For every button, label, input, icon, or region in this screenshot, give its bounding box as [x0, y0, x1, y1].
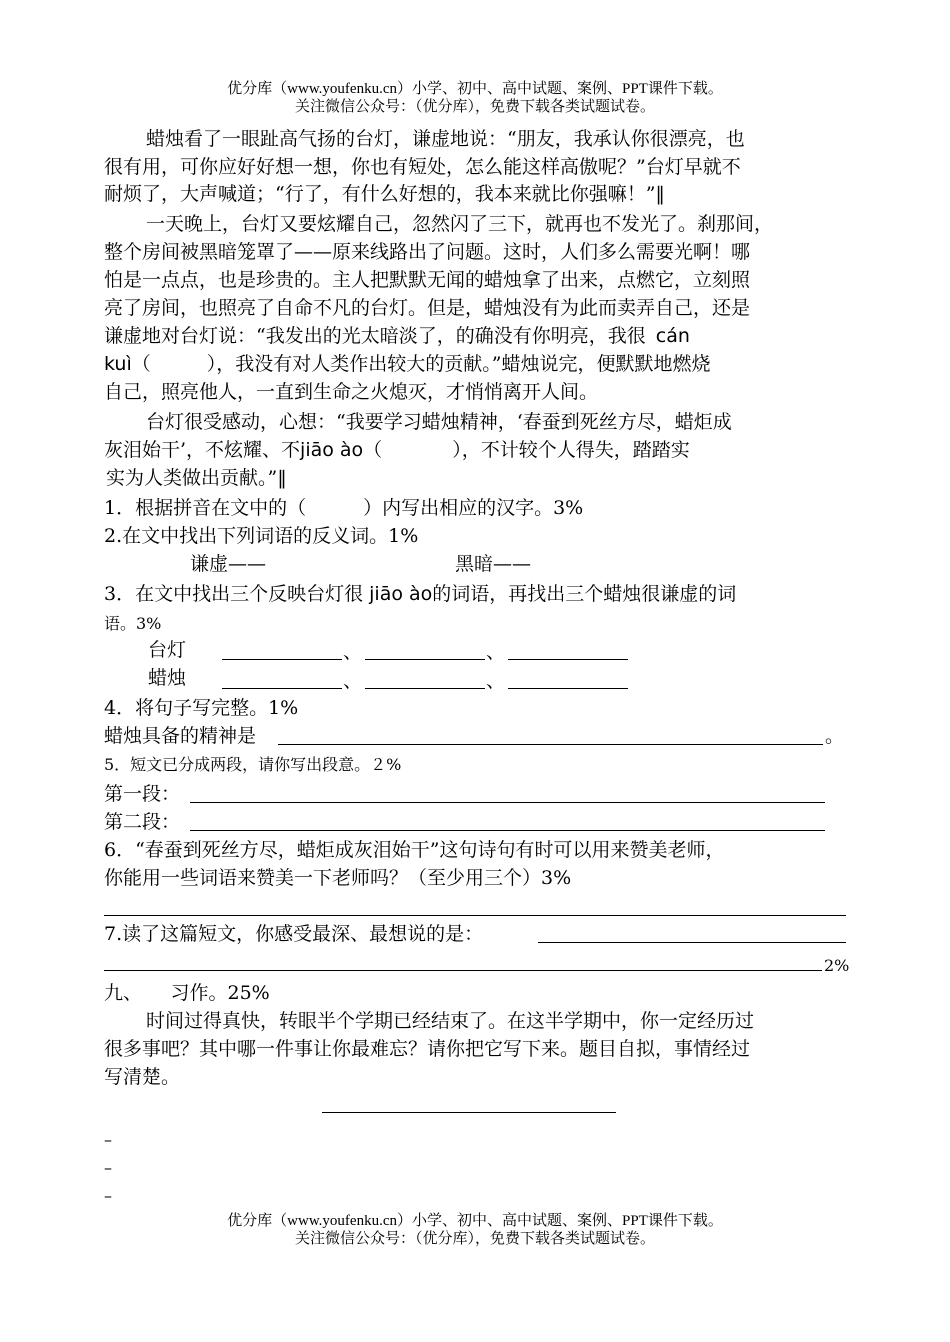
footer-line-1: 优分库（www.youfenku.cn）小学、初中、高中试题、案例、PPT课件下载。 [227, 1213, 723, 1229]
passage-text: ），我没有对人类作出较大的贡献。”蜡烛说完，便默默地燃烧 [206, 353, 711, 375]
passage-line: 实为人类做出贡献。”‖ [106, 467, 287, 489]
passage-text: ），不计较个人得失，踏踏实 [452, 439, 690, 461]
passage-line [104, 323, 849, 349]
antonym-qianxu: 谦虚—— [190, 553, 267, 575]
separator: 、 [486, 670, 506, 692]
question-5-part-2: 第二段： [104, 811, 181, 833]
answer-line[interactable] [222, 688, 342, 689]
passage-line: 怕是一点点，也是珍贵的。主人把默默无闻的蜡烛拿了出来，点燃它，立刻照 [104, 269, 751, 291]
passage-text: 灰泪始干’，不炫耀、不 [104, 439, 301, 461]
passage-line: 自己，照亮他人，一直到生命之火熄灭，才悄悄离开人间。 [104, 381, 599, 403]
answer-line[interactable] [278, 744, 823, 745]
question-6: 6．“春蚕到死丝方尽，蜡炬成灰泪始干”这句诗句有时可以用来赞美老师， [104, 839, 725, 861]
passage-line: 台灯很受感动，心想：“我要学习蜡烛精神，‘春蚕到死丝方尽，蜡炬成 [146, 411, 732, 433]
separator: 、 [486, 641, 506, 663]
question-7: 7.读了这篇短文，你感受最深、最想说的是： [104, 923, 484, 945]
question-5-part-1: 第一段： [104, 783, 181, 805]
header-line-2: 关注微信公众号：（优分库），免费下载各类试题试卷。 [294, 99, 655, 115]
passage-line: 整个房间被黑暗笼罩了——原来线路出了问题。这时，人们多么需要光啊！哪 [104, 241, 751, 263]
question-5: 5．短文已分成两段，请你写出段意。２% [104, 755, 402, 774]
answer-line[interactable] [538, 942, 846, 943]
answer-line[interactable] [190, 802, 825, 803]
passage-line [104, 437, 849, 463]
pinyin-kui: kuì（ [104, 353, 151, 375]
separator: 、 [343, 641, 363, 663]
dash-mark: – [104, 1186, 112, 1205]
pinyin-jiaoao: jiāo ào（ [300, 439, 383, 461]
passage-text: 谦虚地对台灯说：“我发出的光太暗淡了，的确没有你明亮，我很 [104, 325, 646, 347]
answer-line[interactable] [365, 659, 485, 660]
score: 2% [824, 956, 850, 975]
antonym-heian: 黑暗—— [455, 553, 532, 575]
answer-line[interactable] [508, 659, 628, 660]
dash-mark: – [104, 1130, 112, 1149]
header-line-1: 优分库（www.youfenku.cn）小学、初中、高中试题、案例、PPT课件下载。 [227, 81, 723, 97]
question-6-cont: 你能用一些词语来赞美一下老师吗？（至少用三个）3% [104, 867, 572, 889]
question-4: 4．将句子写完整。1% [104, 697, 299, 719]
question-3 [104, 581, 849, 607]
period: 。 [825, 725, 845, 747]
question-1: 1．根据拼音在文中的（ ）内写出相应的汉字。3% [104, 497, 584, 519]
pinyin-can: cán [655, 325, 690, 347]
passage-line: 蜡烛看了一眼趾高气扬的台灯，谦虚地说：“朋友，我承认你很漂亮，也 [146, 128, 745, 150]
answer-line[interactable] [190, 830, 825, 831]
answer-line[interactable] [365, 688, 485, 689]
question-3-cont: 语。3% [104, 614, 162, 633]
passage-line: 耐烦了，大声喊道；“行了，有什么好想的，我本来就比你强嘛！”‖ [104, 183, 665, 205]
passage-line [104, 351, 849, 377]
title-line[interactable] [322, 1112, 616, 1113]
answer-line[interactable] [104, 970, 822, 971]
composition-title: 九、 习作。25% [104, 982, 270, 1004]
question-text: 的词语，再找出三个蜡烛很谦虚的词 [432, 583, 737, 605]
composition-line: 很多事吧？其中哪一件事让你最难忘？请你把它写下来。题目自拟，事情经过 [104, 1038, 751, 1060]
question-2: 2.在文中找出下列词语的反义词。1% [104, 525, 419, 547]
passage-line: 一天晚上，台灯又要炫耀自己，忽然闪了三下，就再也不发光了。刹那间， [146, 213, 774, 235]
answer-line[interactable] [222, 659, 342, 660]
composition-line: 时间过得真快，转眼半个学期已经结束了。在这半学期中，你一定经历过 [146, 1010, 755, 1032]
footer-line-2: 关注微信公众号：（优分库），免费下载各类试题试卷。 [294, 1231, 655, 1247]
separator: 、 [343, 670, 363, 692]
passage-line: 亮了房间，也照亮了自命不凡的台灯。但是，蜡烛没有为此而卖弄自己，还是 [104, 297, 751, 319]
composition-line: 写清楚。 [104, 1066, 181, 1088]
row-label-taideng: 台灯 [148, 639, 187, 661]
question-4-stem: 蜡烛具备的精神是 [104, 725, 257, 747]
dash-mark: – [104, 1158, 112, 1177]
pinyin-jiaoao: jiāo ào [369, 583, 433, 605]
passage-line: 很有用，可你应好好想一想，你也有短处，怎么能这样高傲呢？”台灯早就不 [104, 156, 741, 178]
question-text: 3．在文中找出三个反映台灯很 [104, 583, 364, 605]
answer-line[interactable] [508, 688, 628, 689]
answer-line[interactable] [104, 915, 846, 916]
row-label-lazhu: 蜡烛 [148, 667, 187, 689]
